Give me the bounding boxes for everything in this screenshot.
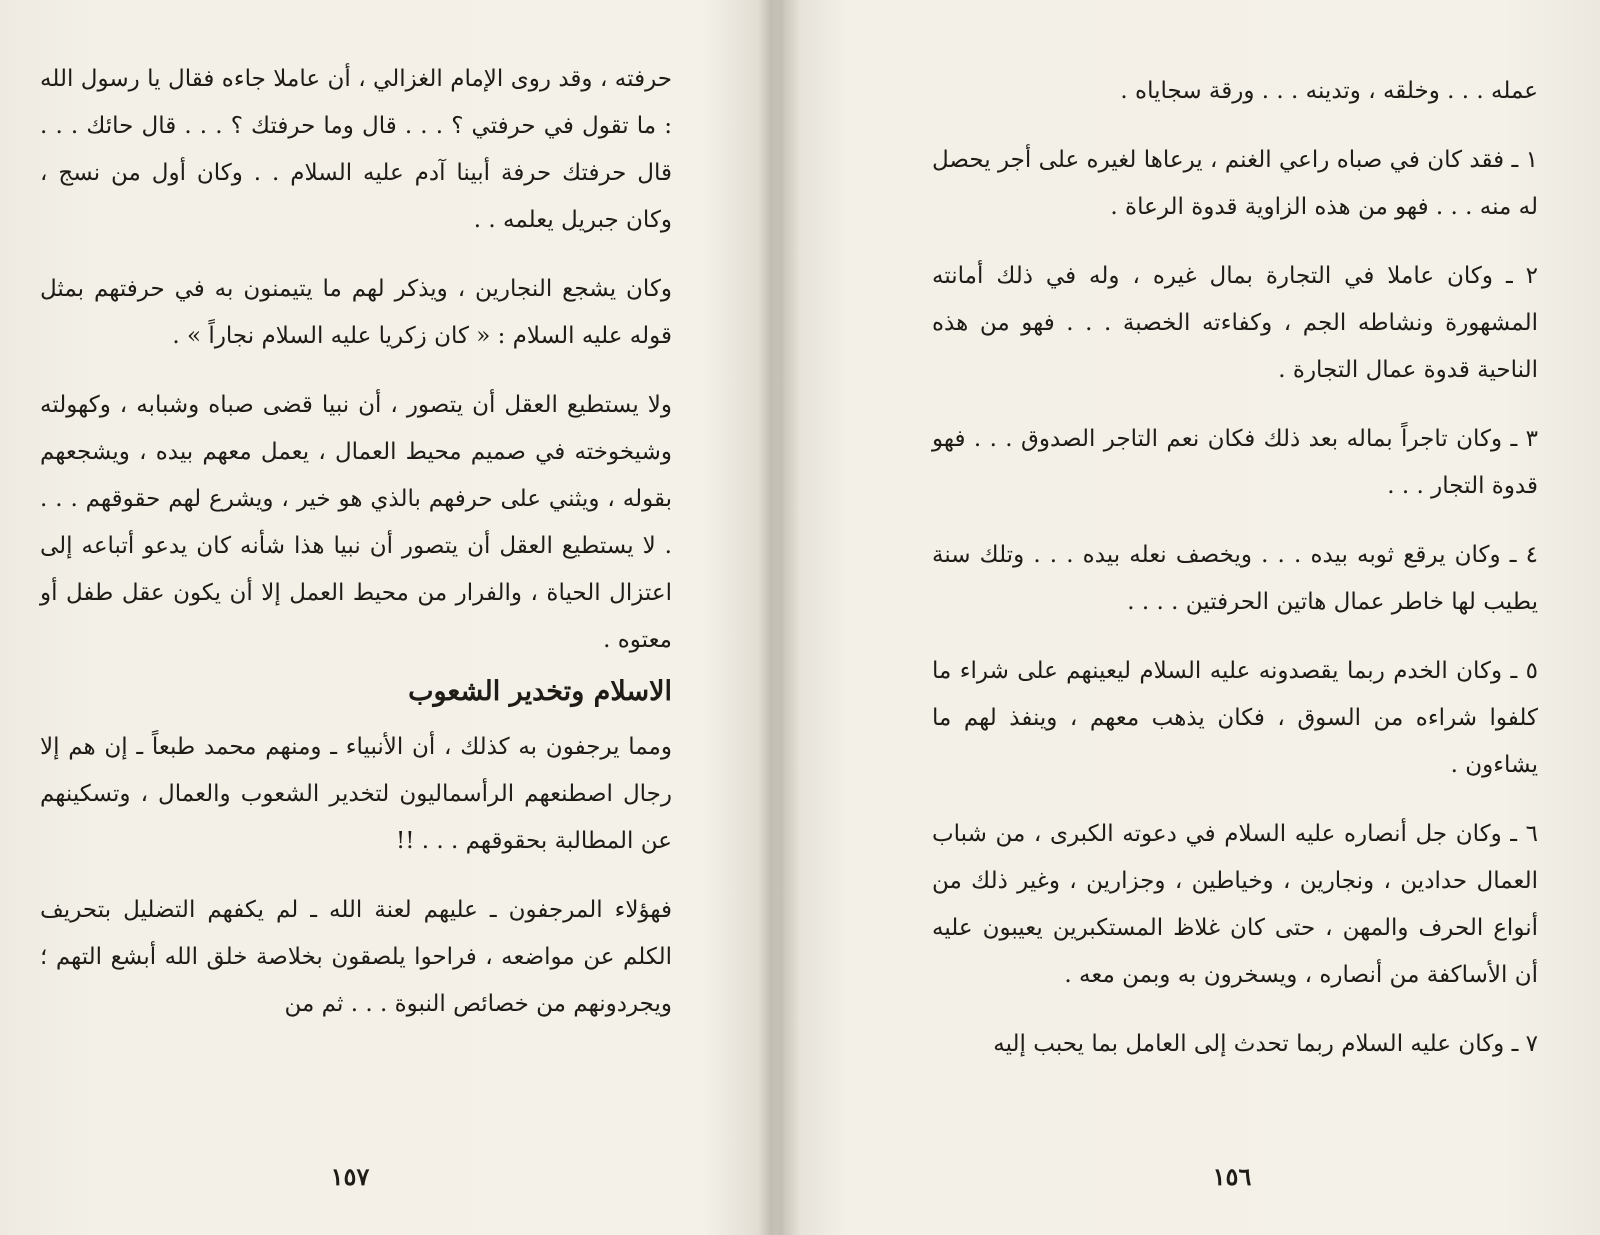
page-number: ١٥٦ <box>1212 1162 1252 1191</box>
section-heading: الاسلام وتخدير الشعوب <box>408 676 672 707</box>
paragraph: ٦ ـ وكان جل أنصاره عليه السلام في دعوته الكبرى ، من شباب العمال حدادين ، ونجارين ، وخياطين ، وجزارين ، وغير ذلك من أنواع الحرف والمهن ، حتى كان غلاظ المستكبرين يعيبون عليه أن الأساكفة من أنصاره ، ويسخرون به وبمن معه . <box>932 821 1538 988</box>
paragraph: فهؤلاء المرجفون ـ عليهم لعنة الله ـ لم يكفهم التضليل بتحريف الكلم عن مواضعه ، فراحوا يلصقون بخلاصة خلق الله أبشع التهم ؛ ويجردونهم من خصائص النبوة . . . ثم من <box>40 897 672 1017</box>
paragraph: ٤ ـ وكان يرقع ثوبه بيده . . . ويخصف نعله بيده . . . وتلك سنة يطيب لها خاطر عمال هاتين الحرفتين . . . . <box>932 542 1538 615</box>
right-page <box>792 0 1600 1235</box>
paragraph: ١ ـ فقد كان في صباه راعي الغنم ، يرعاها لغيره على أجر يحصل له منه . . . فهو من هذه الزاوية قدوة الرعاة . <box>932 147 1538 220</box>
paragraph: ٣ ـ وكان تاجراً بماله بعد ذلك فكان نعم التاجر الصدوق . . . فهو قدوة التجار . . . <box>932 426 1538 499</box>
paragraph: ومما يرجفون به كذلك ، أن الأنبياء ـ ومنهم محمد طبعاً ـ إن هم إلا رجال اصطنعهم الرأسماليون لتخدير الشعوب والعمال ، وتسكينهم عن المطالبة بحقوقهم . . . !! <box>40 734 672 854</box>
paragraph: حرفته ، وقد روى الإمام الغزالي ، أن عاملا جاءه فقال يا رسول الله : ما تقول في حرفتي ؟ . . . قال وما حرفتك ؟ . . . قال حائك . . . قال حرفتك حرفة أبينا آدم عليه السلام . . وكان أول من نسج ، وكان جبريل يعلمه . . <box>40 66 672 233</box>
paragraph: ٧ ـ وكان عليه السلام ربما تحدث إلى العامل بما يحبب إليه <box>993 1031 1538 1057</box>
paragraph: ٢ ـ وكان عاملا في التجارة بمال غيره ، وله في ذلك أمانته المشهورة ونشاطه الجم ، وكفاءته الخصبة . . . فهو من هذه الناحية قدوة عمال التجارة . <box>932 263 1538 383</box>
page-number: ١٥٧ <box>330 1162 370 1191</box>
paragraph: وكان يشجع النجارين ، ويذكر لهم ما يتيمنون به في حرفتهم بمثل قوله عليه السلام : « كان زكريا عليه السلام نجاراً » . <box>40 276 672 349</box>
paragraph: عمله . . . وخلقه ، وتدينه . . . ورقة سجاياه . <box>1120 78 1538 104</box>
paragraph: ولا يستطيع العقل أن يتصور ، أن نبيا قضى صباه وشبابه ، وكهولته وشيخوخته في صميم محيط العمال ، يعمل معهم بيده ، ويشجعهم بقوله ، ويثني على حرفهم بالذي هو خير ، ويشرع لهم حقوقهم . . . . لا يستطيع العقل أن يتصور أن نبيا هذا شأنه كان يدعو أتباعه إلى اعتزال الحياة ، والفرار من محيط العمل إلا أن يكون عقل طفل أو معتوه . <box>40 392 672 653</box>
left-page <box>0 0 768 1235</box>
paragraph: ٥ ـ وكان الخدم ربما يقصدونه عليه السلام ليعينهم على شراء ما كلفوا شراءه من السوق ، فكان يذهب معهم ، وينفذ لهم ما يشاءون . <box>932 658 1538 778</box>
